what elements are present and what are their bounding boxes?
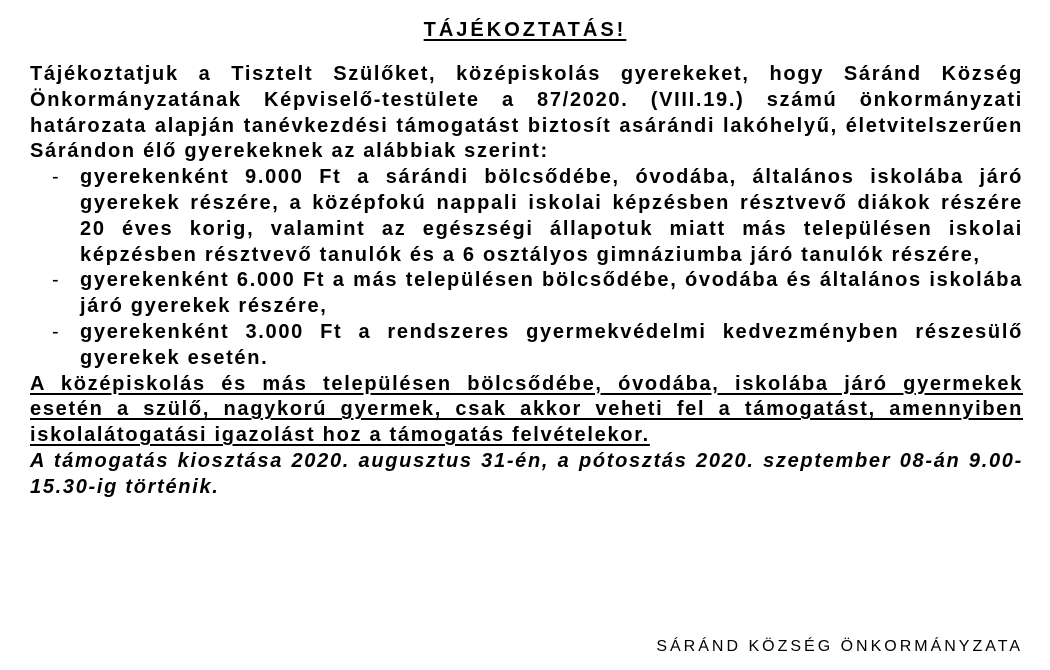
document-body xyxy=(30,62,1023,501)
intro-paragraph: Tájékoztatjuk a Tisztelt Szülőket, középiskolás gyerekeket, hogy Sáránd Község Önkormányzatának Képviselő-testülete a 87/2020. (VIII.19.) számú önkormányzati határozata alapján tanévkezdési támogatást biztosít asárándi lakóhelyű, életvitelszerűen Sárándon élő gyerekeknek az alábbiak szerint: xyxy=(30,63,1023,163)
support-list xyxy=(30,165,1023,371)
document-title: TÁJÉKOZTATÁS! xyxy=(423,19,627,41)
signature: SÁRÁND KÖZSÉG ÖNKORMÁNYZATA xyxy=(656,638,1023,655)
notice-text: A középiskolás és más településen bölcsődébe, óvodába, iskolába járó gyermekek esetén a szülő, nagykorú gyermek, csak akkor veheti fel a támogatást, amennyiben iskolalátogatási igazolást hoz a támogatás felvételekor. xyxy=(30,372,1023,447)
bullet-dash: - xyxy=(52,269,61,292)
list-item-text: gyerekenként 3.000 Ft a rendszeres gyermekvédelmi kedvezményben részesülő gyerekek esetén. xyxy=(80,320,1023,369)
bullet-dash: - xyxy=(52,320,61,343)
bullet-dash: - xyxy=(52,166,61,189)
list-item xyxy=(30,165,1023,268)
list-item xyxy=(30,268,1023,320)
notice-paragraph xyxy=(30,372,1023,449)
list-item-text: gyerekenként 6.000 Ft a más településen bölcsődébe, óvodába és általános iskolába járó gyerekek részére, xyxy=(80,269,1023,318)
list-item-text: gyerekenként 9.000 Ft a sárándi bölcsődébe, óvodába, általános iskolába járó gyerekek részére, a középfokú nappali iskolai képzésben résztvevő diákok részére 20 éves korig, valamint az egészségi állapotuk miatt más településen iskolai képzésben résztvevő tanulók és a 6 osztályos gimnáziumba járó tanulók részére, xyxy=(80,166,1023,266)
distribution-paragraph: A támogatás kiosztása 2020. augusztus 31-én, a pótosztás 2020. szeptember 08-án 9.00-15.30-ig történik. xyxy=(30,449,1023,498)
list-item xyxy=(30,320,1023,372)
